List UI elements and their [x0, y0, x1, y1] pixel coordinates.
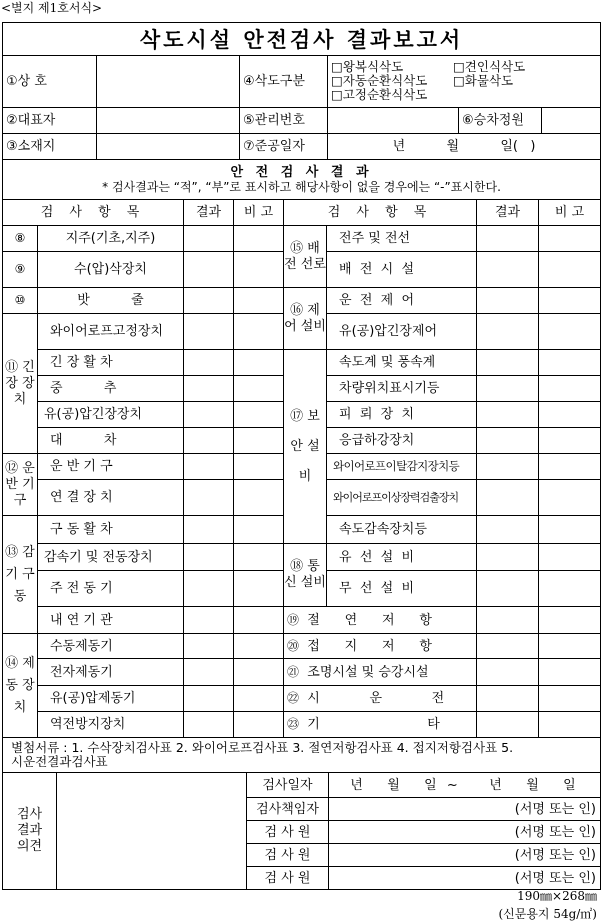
result-cell[interactable] — [477, 607, 539, 634]
remark-cell[interactable] — [539, 659, 601, 686]
result-cell[interactable] — [184, 686, 234, 712]
item-number-9: ⑨ — [3, 252, 38, 288]
group-label-distribution-line: ⑮ 배전 선로 — [284, 226, 327, 288]
result-cell[interactable] — [184, 659, 234, 686]
remark-cell[interactable] — [539, 314, 601, 350]
item-hydraulic-tension-device: 유(공)압긴장장치 — [38, 402, 184, 428]
remark-cell[interactable] — [539, 252, 601, 288]
item-hydraulic-brake: 유(공)압제동기 — [38, 686, 184, 712]
item-ground-resistance — [284, 634, 477, 659]
remark-cell[interactable] — [234, 480, 284, 516]
remark-cell[interactable] — [234, 607, 284, 634]
result-cell[interactable] — [184, 288, 234, 314]
chief-inspector-label: 검사책임자 — [247, 798, 329, 821]
result-cell[interactable] — [477, 544, 539, 571]
item-speed-reduction-device: 속도감속장치등 — [327, 516, 477, 544]
checkbox-towed[interactable]: □견인식삭도 — [453, 59, 526, 74]
checkbox-round-trip[interactable]: □왕복식삭도 — [331, 59, 404, 74]
remark-cell[interactable] — [234, 226, 284, 252]
col-header-remark-right: 비 고 — [539, 200, 601, 226]
item-pole-wire: 전주 및 전선 — [327, 226, 477, 252]
checkbox-freight[interactable]: □화물삭도 — [453, 73, 514, 88]
result-cell[interactable] — [477, 252, 539, 288]
item-main-motor: 주 전 동 기 — [38, 571, 184, 607]
result-cell[interactable] — [184, 314, 234, 350]
results-section-header — [3, 160, 601, 200]
location-field[interactable] — [97, 134, 240, 160]
item-number-8: ⑧ — [3, 226, 38, 252]
item-number-19: ⑲ — [287, 612, 300, 627]
trade-name-field[interactable] — [97, 56, 240, 108]
inspection-items-table — [2, 199, 601, 773]
remark-cell[interactable] — [539, 607, 601, 634]
ropeway-type-label: ④삭도구분 — [240, 56, 328, 108]
item-wireless-equipment: 무 선 설 비 — [327, 571, 477, 607]
remark-cell[interactable] — [234, 402, 284, 428]
item-vehicle-position-indicator: 차량위치표시기등 — [327, 376, 477, 402]
remark-cell[interactable] — [234, 571, 284, 607]
result-cell[interactable] — [184, 402, 234, 428]
trade-name-label: ①상 호 — [3, 56, 97, 108]
remark-cell[interactable] — [234, 516, 284, 544]
inspection-date-label: 검사일자 — [247, 773, 329, 798]
remark-cell[interactable] — [234, 544, 284, 571]
item-number-20: ⑳ — [287, 638, 300, 653]
item-carriage: 대 차 — [38, 428, 184, 454]
col-header-item-left: 검 사 항 목 — [3, 200, 184, 226]
item-reducer-transmission: 감속기 및 전동장치 — [38, 544, 184, 571]
result-cell[interactable] — [477, 659, 539, 686]
result-cell[interactable] — [184, 571, 234, 607]
result-cell[interactable] — [184, 634, 234, 659]
item-support-foundation: 지주(기초,지주) — [38, 226, 184, 252]
management-no-field[interactable] — [328, 108, 459, 134]
item-abnormal-tension-detector: 와이어로프이상장력검출장치 — [327, 480, 477, 516]
item-number-21: ㉑ — [287, 664, 300, 679]
results-section-title: 안 전 검 사 결 과 — [230, 164, 373, 180]
group-label-control-equipment: ⑯ 제어 설비 — [284, 288, 327, 350]
result-cell[interactable] — [477, 402, 539, 428]
group-label-carrier: ⑫ 운반 기구 — [3, 454, 38, 516]
completion-date-label: ⑦준공일자 — [240, 134, 328, 160]
result-cell[interactable] — [184, 712, 234, 738]
result-cell[interactable] — [184, 350, 234, 376]
remark-cell[interactable] — [234, 252, 284, 288]
remark-cell[interactable] — [539, 634, 601, 659]
remark-cell[interactable] — [234, 314, 284, 350]
item-lighting-boarding-label: 조명시설 및 승강시설 — [307, 664, 429, 680]
remark-cell[interactable] — [234, 428, 284, 454]
item-rope: 밧 줄 — [38, 288, 184, 314]
inspector-label-1: 검 사 원 — [247, 821, 329, 844]
remark-cell[interactable] — [234, 454, 284, 480]
group-label-brake: ⑭ 제동 장치 — [3, 634, 38, 738]
report-header-table — [2, 22, 601, 200]
remark-cell[interactable] — [234, 659, 284, 686]
item-insulation-resistance-label: 절 연 저 항 — [307, 612, 432, 628]
form-number-label: <별지 제1호서식> — [1, 1, 103, 15]
item-electromagnetic-brake: 전자제동기 — [38, 659, 184, 686]
checkbox-auto-circulating[interactable]: □자동순환식삭도 — [331, 73, 428, 88]
result-cell[interactable] — [184, 428, 234, 454]
result-cell[interactable] — [477, 712, 539, 738]
group-label-drive: ⑬ 감기 구동 — [3, 516, 38, 634]
opinion-label: 검사 결과 의견 — [3, 773, 57, 890]
inspector-signature-2[interactable]: (서명 또는 인) — [329, 844, 601, 867]
paper-size-note: 190㎜×268㎜ — [517, 889, 597, 903]
remark-cell[interactable] — [234, 288, 284, 314]
remark-cell[interactable] — [539, 428, 601, 454]
page-title: 삭도시설 안전검사 결과보고서 — [3, 23, 601, 56]
inspector-signature-3[interactable]: (서명 또는 인) — [329, 867, 601, 890]
checkbox-fixed-circulating[interactable]: □고정순환식삭도 — [331, 87, 428, 102]
item-insulation-resistance — [284, 607, 477, 634]
remark-cell[interactable] — [539, 686, 601, 712]
capacity-field[interactable] — [542, 108, 601, 134]
item-ground-resistance-label: 접 지 저 항 — [307, 638, 432, 654]
item-lighting-boarding — [284, 659, 477, 686]
result-cell[interactable] — [477, 454, 539, 480]
result-cell[interactable] — [184, 480, 234, 516]
item-internal-combustion-engine: 내 연 기 관 — [38, 607, 184, 634]
remark-cell[interactable] — [234, 712, 284, 738]
item-others-label: 기 타 — [307, 717, 440, 732]
result-cell[interactable] — [184, 226, 234, 252]
result-cell[interactable] — [477, 571, 539, 607]
chief-inspector-signature[interactable]: (서명 또는 인) — [329, 798, 601, 821]
item-others — [284, 712, 477, 738]
result-cell[interactable] — [477, 480, 539, 516]
remark-cell[interactable] — [539, 516, 601, 544]
result-cell[interactable] — [477, 376, 539, 402]
paper-type-note: (신문용지 54g/㎡) — [498, 907, 597, 921]
remark-cell[interactable] — [539, 288, 601, 314]
item-rope-derailment-detector: 와이어로프이탈감지장치등 — [327, 454, 477, 480]
item-rope-clamp: 수(압)삭장치 — [38, 252, 184, 288]
item-wire-rope-anchor: 와이어로프고정장치 — [38, 314, 184, 350]
col-header-remark-left: 비 고 — [234, 200, 284, 226]
item-trial-run — [284, 686, 477, 712]
group-label-communication: ⑱ 통신 설비 — [284, 544, 327, 607]
completion-date-field[interactable]: 년 월 일( ) — [328, 134, 601, 160]
result-cell[interactable] — [184, 454, 234, 480]
item-operation-control: 운 전 제 어 — [327, 288, 477, 314]
result-cell[interactable] — [477, 226, 539, 252]
item-speedometer-anemometer: 속도계 및 풍속계 — [327, 350, 477, 376]
item-number-23: ㉓ — [287, 717, 300, 731]
item-drive-sheave: 구 동 활 차 — [38, 516, 184, 544]
ropeway-type-options — [328, 56, 601, 108]
inspector-label-3: 검 사 원 — [247, 867, 329, 890]
item-wired-equipment: 유 선 설 비 — [327, 544, 477, 571]
item-distribution-facility: 배 전 시 설 — [327, 252, 477, 288]
item-number-22: ㉒ — [287, 691, 300, 705]
result-cell[interactable] — [477, 428, 539, 454]
remark-cell[interactable] — [234, 376, 284, 402]
group-label-tension-device: ⑪ 긴장 장치 — [3, 314, 38, 454]
result-cell[interactable] — [184, 252, 234, 288]
capacity-label: ⑥승차정원 — [459, 108, 542, 134]
item-trial-run-label: 시 운 전 — [307, 691, 445, 706]
result-cell[interactable] — [477, 350, 539, 376]
results-note: * 검사결과는 “적”, “부”로 표시하고 해당사항이 없을 경우에는 “-”표시한다. — [102, 179, 501, 194]
remark-cell[interactable] — [539, 480, 601, 516]
result-cell[interactable] — [184, 516, 234, 544]
item-lightning-arrester: 피 뢰 장 치 — [327, 402, 477, 428]
col-header-result-left: 결과 — [184, 200, 234, 226]
result-cell[interactable] — [477, 288, 539, 314]
result-cell[interactable] — [184, 544, 234, 571]
representative-field[interactable] — [97, 108, 240, 134]
remark-cell[interactable] — [539, 712, 601, 738]
item-manual-brake: 수동제동기 — [38, 634, 184, 659]
item-number-10: ⑩ — [3, 288, 38, 314]
remark-cell[interactable] — [539, 544, 601, 571]
item-carrier: 운 반 기 구 — [38, 454, 184, 480]
remark-cell[interactable] — [539, 454, 601, 480]
representative-label: ②대표자 — [3, 108, 97, 134]
result-cell[interactable] — [184, 376, 234, 402]
item-anti-reverse-device: 역전방지장치 — [38, 712, 184, 738]
result-cell[interactable] — [477, 634, 539, 659]
inspector-signature-1[interactable]: (서명 또는 인) — [329, 821, 601, 844]
inspector-label-2: 검 사 원 — [247, 844, 329, 867]
remark-cell[interactable] — [539, 571, 601, 607]
item-counterweight: 중 추 — [38, 376, 184, 402]
remark-cell[interactable] — [234, 686, 284, 712]
inspection-date-field[interactable]: 년 월 일 ~ 년 월 일 — [329, 773, 601, 798]
remark-cell[interactable] — [539, 350, 601, 376]
item-emergency-descent: 응급하강장치 — [327, 428, 477, 454]
group-label-safety-equipment: ⑰ 보 안 설 비 — [284, 350, 327, 544]
remark-cell[interactable] — [539, 226, 601, 252]
remark-cell[interactable] — [539, 402, 601, 428]
inspection-opinion-table — [2, 772, 601, 890]
result-cell[interactable] — [477, 686, 539, 712]
opinion-field[interactable] — [57, 773, 247, 890]
item-hydraulic-tension-control: 유(공)압긴장제어 — [327, 314, 477, 350]
item-coupling-device: 연 결 장 치 — [38, 480, 184, 516]
col-header-item-right: 검 사 항 목 — [284, 200, 477, 226]
result-cell[interactable] — [477, 314, 539, 350]
remark-cell[interactable] — [234, 634, 284, 659]
remark-cell[interactable] — [539, 376, 601, 402]
col-header-result-right: 결과 — [477, 200, 539, 226]
result-cell[interactable] — [184, 607, 234, 634]
item-tension-sheave: 긴 장 활 차 — [38, 350, 184, 376]
result-cell[interactable] — [477, 516, 539, 544]
location-label: ③소재지 — [3, 134, 97, 160]
management-no-label: ⑤관리번호 — [240, 108, 328, 134]
attachments-list: 별첨서류 : 1. 수삭장치검사표 2. 와이어로프검사표 3. 절연저항검사표 4. 접지저항검사표 5. 시운전결과검사표 — [3, 738, 601, 773]
remark-cell[interactable] — [234, 350, 284, 376]
